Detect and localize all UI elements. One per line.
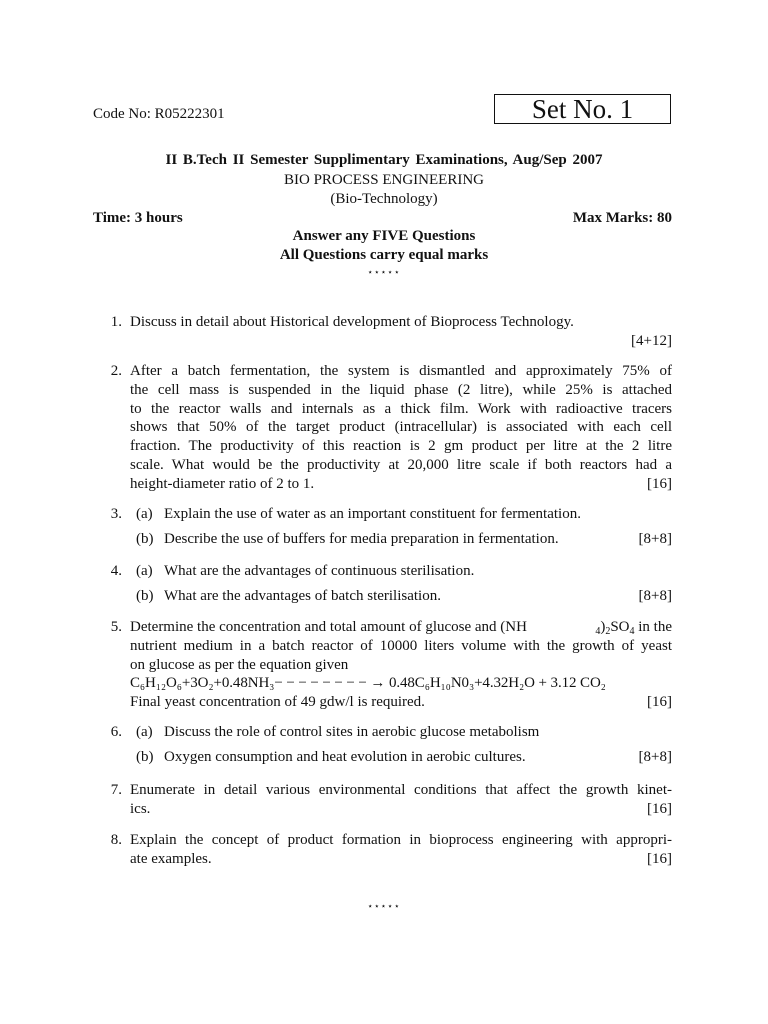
question-text: Enumerate in detail various environmental conditions that affect the growth kinet- [130, 782, 672, 798]
code-number: Code No: R05222301 [93, 106, 225, 122]
header-stars: ⋆⋆⋆⋆⋆ [367, 268, 401, 278]
question-text: the cell mass is suspended in the liquid phase (2 litre), while 25% is attached [130, 381, 672, 398]
question-text: Determine the concentration and total amount of glucose and (NH $_4)_2SO_4$ in the [130, 619, 672, 637]
instruction-marks: All Questions carry equal marks [279, 247, 489, 263]
sub-text: What are the advantages of continuous sterilisation. [164, 563, 475, 579]
sub-text: Discuss the role of control sites in aerobic glucose metabolism [164, 724, 540, 740]
question-text: scale. What would be the productivity at 20,000 litre scale if both reactors had a [130, 456, 672, 473]
question-number: 3. [110, 506, 122, 522]
question-marks: [16] [647, 850, 672, 867]
question-text: shows that 50% of the target product (intracellular) is associated with each cell [130, 419, 672, 436]
question-marks: [4+12] [631, 332, 672, 349]
footer-stars: ⋆⋆⋆⋆⋆ [367, 902, 401, 912]
sub-question-b [136, 587, 672, 606]
question-number: 2. [110, 363, 122, 379]
question-marks: [16] [647, 694, 672, 711]
sub-question-b [136, 748, 672, 767]
sub-question-a [136, 505, 672, 524]
sub-question-a [136, 723, 672, 742]
question-number: 5. [110, 619, 122, 635]
set-number-box: Set No. 1 [494, 94, 671, 124]
sub-label: (b) [136, 748, 154, 765]
question-marks: [16] [647, 475, 672, 492]
subject-title: BIO PROCESS ENGINEERING [283, 172, 484, 188]
question-text: height-diameter ratio of 2 to 1. [130, 475, 315, 492]
question-number: 1. [110, 314, 122, 330]
exam-title: II B.Tech II Semester Supplimentary Examinations, Aug/Sep 2007 [165, 152, 603, 168]
sub-question-a [136, 562, 672, 581]
sub-text: What are the advantages of batch sterilisation. [164, 587, 441, 604]
sub-question-b [136, 530, 672, 549]
question-text: nutrient medium in a batch reactor of 10000 liters volume with the growth of yeast [130, 637, 672, 654]
sub-label: (a) [136, 506, 153, 522]
question-marks: [8+8] [638, 530, 672, 547]
time-label: Time: 3 hours [93, 210, 183, 226]
sub-label: (a) [136, 724, 153, 740]
instruction-answer: Answer any FIVE Questions [292, 228, 476, 244]
question-text: Final yeast concentration of 49 gdw/l is required. [130, 694, 425, 711]
sub-text: Explain the use of water as an important constituent for fermentation. [164, 506, 581, 522]
branch-title: (Bio-Technology) [330, 191, 438, 207]
question-marks: [8+8] [638, 587, 672, 604]
sub-text: Describe the use of buffers for media preparation in fermentation. [164, 530, 559, 547]
question-marks: [8+8] [638, 748, 672, 765]
question-text: to the reactor walls and internals as a thick film. Work with radioactive tracers [130, 400, 672, 417]
question-number: 4. [110, 563, 122, 579]
question-text: After a batch fermentation, the system is dismantled and approximately 75% of [130, 363, 672, 379]
sub-label: (b) [136, 587, 154, 604]
question-number: 6. [110, 724, 122, 740]
question-text: ics. [130, 800, 151, 817]
question-text: ate examples. [130, 850, 212, 867]
sub-label: (b) [136, 530, 154, 547]
sub-label: (a) [136, 563, 153, 579]
question-number: 8. [110, 832, 122, 848]
sub-text: Oxygen consumption and heat evolution in aerobic cultures. [164, 748, 526, 765]
question-text: Discuss in detail about Historical development of Bioprocess Technology. [130, 314, 574, 330]
reaction-equation: C₆H₁₂O₆+3O₂+0.48NH₃− − − − − − − − → 0.48C₆H₁₀N0₃+4.32H₂O + 3.12 CO₂ [130, 675, 606, 692]
question-number: 7. [110, 782, 122, 798]
max-marks-label: Max Marks: 80 [572, 210, 672, 226]
question-text: Explain the concept of product formation in bioprocess engineering with appropri- [130, 832, 672, 848]
question-marks: [16] [647, 800, 672, 817]
question-text: on glucose as per the equation given [130, 656, 349, 673]
question-text: fraction. The productivity of this reaction is 2 gm product per litre at the 2 litre [130, 438, 672, 455]
